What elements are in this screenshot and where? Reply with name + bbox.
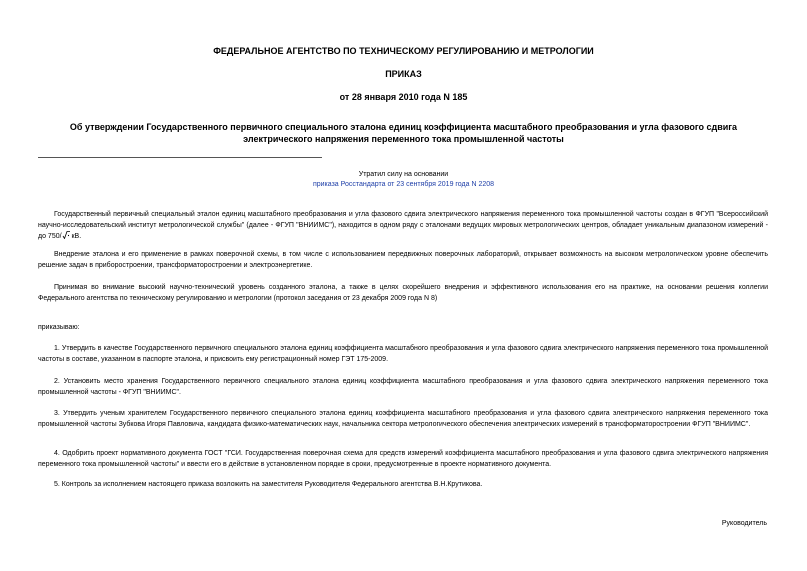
document-title: Об утверждении Государственного первичного специального эталона единиц коэффициента масштабного преобразования и угла фазового сдвига электрического напряжения переменного тока промышленной частоты	[69, 122, 738, 144]
signature-title: Руководитель	[721, 520, 767, 527]
revoked-notice: Утратил силу на основании	[358, 171, 449, 178]
revoked-notice-link-wrap	[240, 180, 567, 189]
agency-heading: ФЕДЕРАЛЬНОЕ АГЕНТСТВО ПО ТЕХНИЧЕСКОМУ РЕГУЛИРОВАНИЮ И МЕТРОЛОГИИ	[213, 46, 594, 56]
order-word: приказываю:	[38, 324, 80, 331]
order-item-5: 5. Контроль за исполнением настоящего приказа возложить на заместителя Руководителя Федерального агентства В.Н.Крутикова.	[54, 481, 483, 488]
separator-line	[38, 157, 322, 158]
order-item-3: 3. Утвердить ученым хранителем Государственного первичного специального эталона единиц коэффициента масштабного преобразования и угла фазового сдвига электрического напряжения переменного тока промышленной частоты Зубкова Игоря Павловича, кандидата физико-математических наук, начальника сектора метрологического обеспечения электрических измерений в трансформаторостроении ФГУП "ВНИИМС".	[38, 410, 768, 428]
document-type: ПРИКАЗ	[385, 69, 422, 79]
document-date-number: от 28 января 2010 года N 185	[339, 92, 468, 102]
order-item-4: 4. Одобрить проект нормативного документа ГОСТ "ГСИ. Государственная поверочная схема для средств измерений коэффициента масштабного преобразования и угла фазового сдвига электрического напряжения переменного тока промышленной частоты" и ввести его в действие в установленном порядке в сроки, предусмотренные в проекте нормативного документа.	[38, 450, 768, 468]
sqrt-three-formula-icon	[62, 231, 70, 239]
order-item-2: 2. Установить место хранения Государственного первичного специального эталона единиц коэффициента масштабного преобразования и угла фазового сдвига электрического напряжения переменного тока промышленной частоты - ФГУП "ВНИИМС".	[38, 378, 768, 396]
paragraph-intro-text: Государственный первичный специальный эталон единиц масштабного преобразования и угла фазового сдвига электрического напряжения переменного тока промышленной частоты создан в ФГУП "Всероссийский научно-исследовательский институт метрологической службы" (далее - ФГУП "ВНИИМС"), находится в одном ряду с эталонами ведущих мировых метрологических центров, обладает уникальным диапазоном измерений - до 750/	[38, 211, 768, 240]
revoked-order-link[interactable]: приказа Росстандарта от 23 сентября 2019 года N 2208	[312, 181, 495, 188]
paragraph-implementation: Внедрение эталона и его применение в рамках поверочной схемы, в том числе с использованием передвижных поверочных лабораторий, открывает возможность на высоком метрологическом уровне обеспечить решение задач в приборостроении, трансформаторостроении и электроэнергетике.	[38, 251, 768, 269]
paragraph-intro-unit: кВ.	[69, 233, 82, 240]
paragraph-basis: Принимая во внимание высокий научно-технический уровень созданного эталона, а также в целях скорейшего внедрения и эффективного использования его на практике, на основании решения коллегии Федерального агентства по техническому регулированию и метрологии (протокол заседания от 23 декабря 2009 года N 8)	[38, 284, 768, 302]
order-item-1: 1. Утвердить в качестве Государственного первичного специального эталона единиц коэффициента масштабного преобразования и угла фазового сдвига электрического напряжения переменного тока промышленной частоты в составе, указанном в паспорте эталона, и присвоить ему регистрационный номер ГЭТ 175-2009.	[38, 345, 768, 363]
paragraph-intro	[38, 209, 768, 242]
